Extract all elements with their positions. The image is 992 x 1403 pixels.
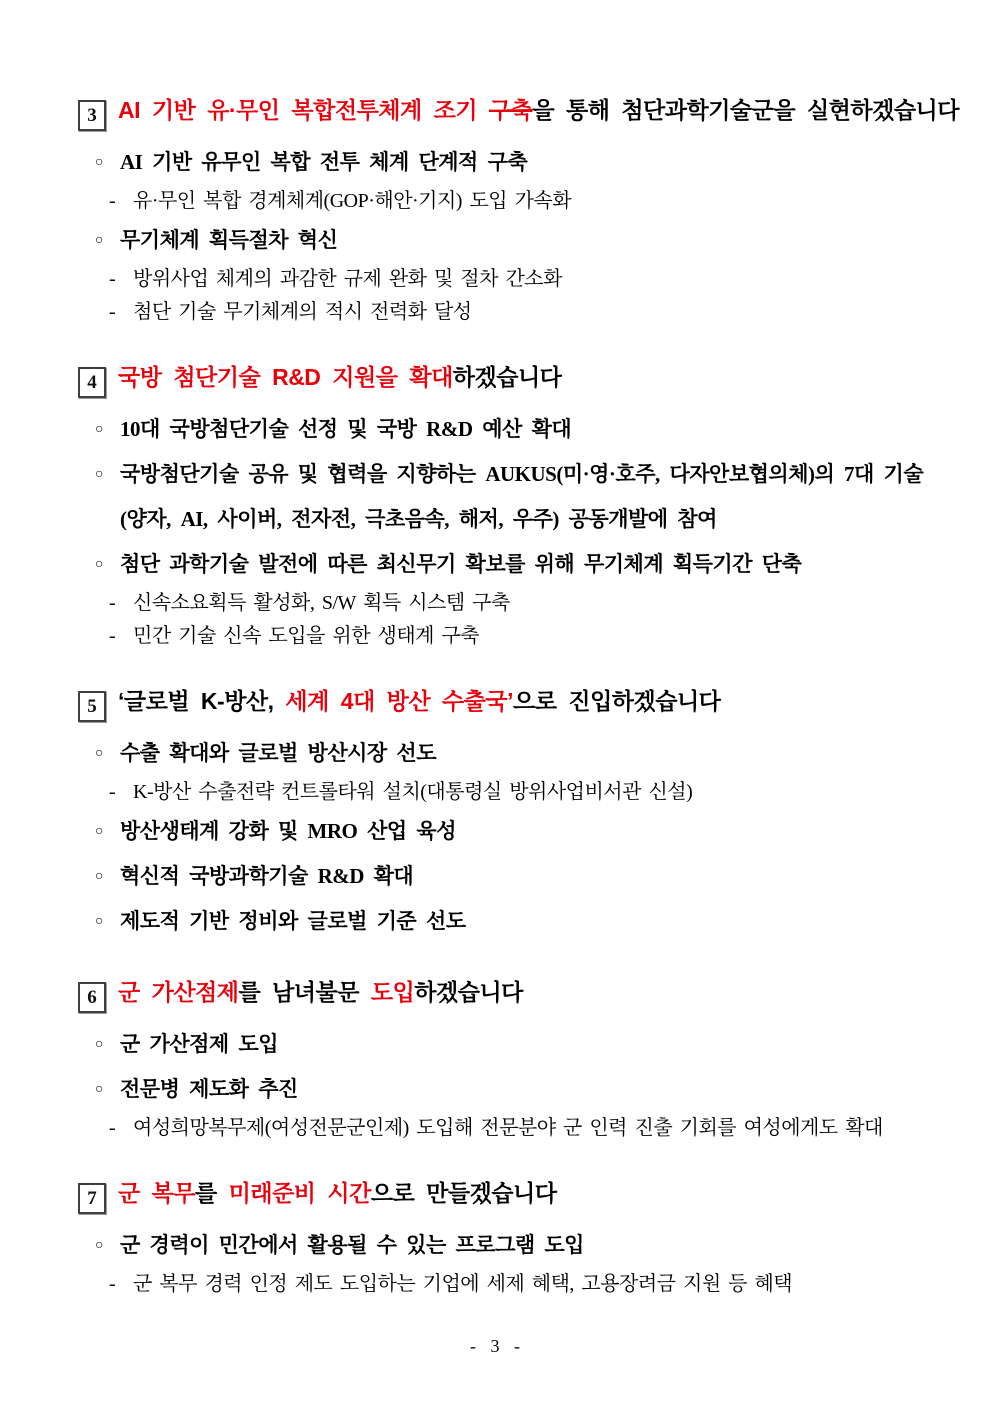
sub-item (78, 776, 940, 809)
item-text: 국방첨단기술 공유 및 협력을 지향하는 AUKUS(미·영·호주, 다자안보협의체)의 7대 기술(양자, AI, 사이버, 전자전, 극초음속, 해저, 우주) 공동개발에 참여 (120, 462, 924, 531)
title-segment: 를 남녀불문 (238, 979, 371, 1005)
circle-bullet-icon: ○ (95, 422, 103, 437)
section-number-box: 7 (78, 1183, 106, 1214)
title-segment: 세계 4대 방산 수출국’ (285, 688, 514, 714)
item-text: K-방산 수출전략 컨트롤타워 설치(대통령실 방위사업비서관 신설) (133, 781, 693, 803)
sub-item (78, 620, 940, 653)
circle-bullet-icon: ○ (95, 557, 103, 572)
dash-bullet-icon: - (109, 268, 116, 290)
bullet-item (78, 809, 940, 854)
item-text: 군 가산점제 도입 (120, 1032, 279, 1056)
circle-bullet-icon: ○ (95, 746, 103, 761)
title-segment: 도입 (370, 979, 415, 1005)
sub-item (78, 296, 940, 329)
bullet-item (78, 452, 940, 542)
item-text: 여성희망복무제(여성전문군인제) 도입해 전문분야 군 인력 진출 기회를 여성에게도 확대 (133, 1117, 883, 1139)
section-number-box: 3 (78, 100, 106, 131)
section-5 (78, 679, 940, 944)
section-7 (78, 1171, 940, 1301)
dash-bullet-icon: - (109, 301, 116, 323)
title-segment: 군 가산점제 (118, 979, 239, 1005)
sub-item (78, 263, 940, 296)
circle-bullet-icon: ○ (95, 869, 103, 884)
title-segment: 군 복무 (118, 1180, 196, 1206)
section-6 (78, 970, 940, 1145)
title-segment: 을 통해 첨단과학기술군을 실현하겠습니다 (532, 97, 959, 123)
circle-bullet-icon: ○ (95, 1082, 103, 1097)
bullet-item (78, 854, 940, 899)
dash-bullet-icon: - (109, 1117, 116, 1139)
section-title (78, 355, 940, 400)
item-text: 방위사업 체계의 과감한 규제 완화 및 절차 간소화 (133, 268, 562, 290)
bullet-item (78, 140, 940, 185)
circle-bullet-icon: ○ (95, 467, 103, 482)
section-number-box: 4 (78, 367, 106, 398)
circle-bullet-icon: ○ (95, 1238, 103, 1253)
bullet-item (78, 1223, 940, 1268)
item-text: 방산생태계 강화 및 MRO 산업 육성 (120, 819, 457, 843)
title-segment: 구축 (488, 97, 533, 123)
page-number: - 3 - (470, 1336, 522, 1356)
circle-bullet-icon: ○ (95, 1037, 103, 1052)
bullet-item (78, 1067, 940, 1112)
circle-bullet-icon: ○ (95, 155, 103, 170)
bullet-item (78, 899, 940, 944)
dash-bullet-icon: - (109, 781, 116, 803)
circle-bullet-icon: ○ (95, 824, 103, 839)
section-title (78, 970, 940, 1015)
bullet-item (78, 542, 940, 587)
title-segment: ‘글로벌 K-방산, (118, 688, 286, 714)
item-text: 유·무인 복합 경계체계(GOP·해안·기지) 도입 가속화 (133, 190, 572, 212)
item-text: 군 경력이 민간에서 활용될 수 있는 프로그램 도입 (120, 1233, 584, 1257)
dash-bullet-icon: - (109, 1273, 116, 1295)
item-text: 전문병 제도화 추진 (120, 1077, 298, 1101)
item-text: 신속소요획득 활성화, S/W 획득 시스템 구축 (133, 592, 510, 614)
item-text: 무기체계 획득절차 혁신 (120, 228, 338, 252)
item-text: 수출 확대와 글로벌 방산시장 선도 (120, 741, 437, 765)
title-segment: 하겠습니다 (452, 364, 562, 390)
item-text: 군 복무 경력 인정 제도 도입하는 기업에 세제 혜택, 고용장려금 지원 등 혜택 (133, 1273, 793, 1295)
section-title (78, 1171, 940, 1216)
section-title (78, 679, 940, 724)
bullet-item (78, 1022, 940, 1067)
circle-bullet-icon: ○ (95, 233, 103, 248)
section-4 (78, 355, 940, 653)
document-content (78, 88, 959, 1301)
item-text: 10대 국방첨단기술 선정 및 국방 R&D 예산 확대 (120, 417, 572, 441)
item-text: 첨단 기술 무기체계의 적시 전력화 달성 (133, 301, 472, 323)
title-segment: 를 (195, 1180, 229, 1206)
section-number-box: 6 (78, 982, 106, 1013)
sub-item (78, 1268, 940, 1301)
title-segment: 으로 만들겠습니다 (370, 1180, 557, 1206)
title-segment: 하겠습니다 (414, 979, 523, 1005)
sub-item (78, 587, 940, 620)
section-number-box: 5 (78, 691, 106, 722)
item-text: AI 기반 유무인 복합 전투 체계 단계적 구축 (120, 150, 528, 174)
bullet-item (78, 731, 940, 776)
bullet-item (78, 218, 940, 263)
circle-bullet-icon: ○ (95, 914, 103, 929)
title-segment: 미래준비 시간 (228, 1180, 371, 1206)
dash-bullet-icon: - (109, 190, 116, 212)
bullet-item (78, 407, 940, 452)
title-segment: 국방 첨단기술 R&D 지원을 확대 (118, 364, 453, 390)
title-segment: AI 기반 유·무인 복합전투체계 조기 (118, 97, 489, 123)
dash-bullet-icon: - (109, 625, 116, 647)
dash-bullet-icon: - (109, 592, 116, 614)
item-text: 민간 기술 신속 도입을 위한 생태계 구축 (133, 625, 480, 647)
item-text: 제도적 기반 정비와 글로벌 기준 선도 (120, 909, 466, 933)
section-3 (78, 88, 959, 329)
item-text: 혁신적 국방과학기술 R&D 확대 (120, 864, 414, 888)
item-text: 첨단 과학기술 발전에 따른 최신무기 확보를 위해 무기체계 획득기간 단축 (120, 552, 802, 576)
sub-item (78, 185, 940, 218)
title-segment: 으로 진입하겠습니다 (513, 688, 721, 714)
section-title (78, 88, 959, 133)
sub-item (78, 1112, 940, 1145)
